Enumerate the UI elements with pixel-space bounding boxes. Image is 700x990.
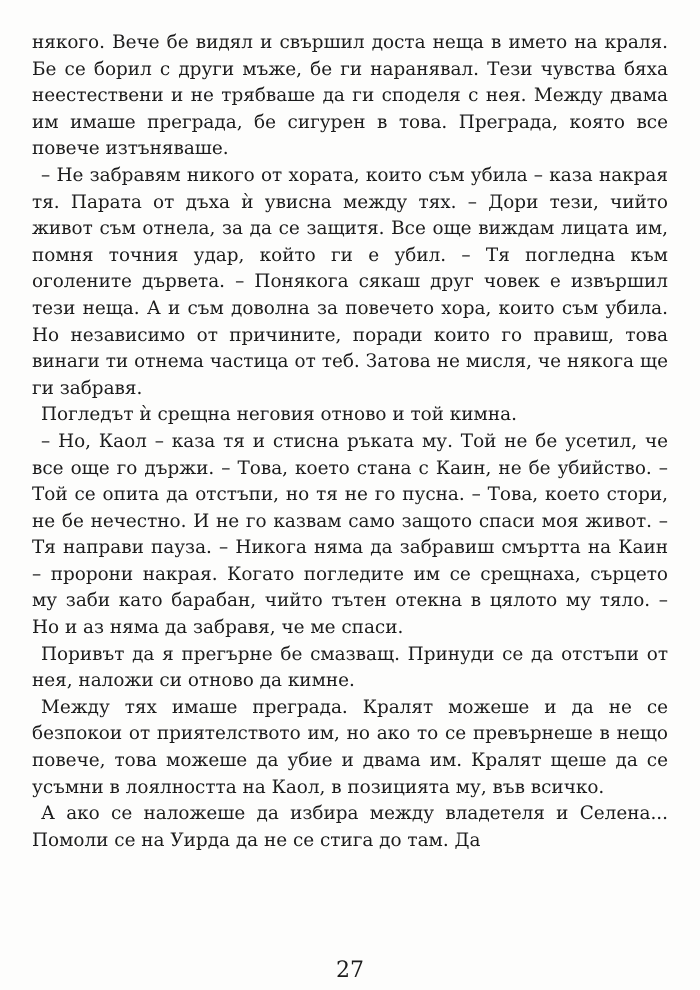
paragraph: Поривът да я прегърне бе смазващ. Принуди се да отстъпи от нея, наложи си отново да кимне. [32, 643, 668, 692]
paragraph: някого. Вече бе видял и свършил доста неща в името на краля. Бе се борил с други мъже, бе ги наранявал. Тези чувства бяха неестествени и не трябваше да ги споделя с нея. Между двама им имаше преграда, бе сигурен в това. Преграда, която все повече изтъняваше. [32, 32, 668, 160]
paragraph: А ако се наложеше да избира между владетеля и Селена... Помоли се на Уирда да не се стига до там. Да [32, 803, 668, 851]
paragraph: – Не забравям никого от хората, които съм убила – каза накрая тя. Парата от дъха ѝ увисна между тях. – Дори тези, чийто живот съм отнела, за да се защитя. Все още виждам лицата им, помня точния удар, който ги е убил. – Тя погледна към оголените дървета. – Понякога сякаш друг човек е извършил тези неща. А и съм доволна за повечето хора, които съм убила. Но независимо от причините, поради които го правиш, това винаги ти отнема частица от теб. Затова не мисля, че някога ще ги забравя. [32, 164, 668, 399]
page-number: 27 [336, 958, 364, 983]
paragraph: Погледът ѝ срещна неговия отново и той кимна. [41, 404, 517, 426]
page-text-body [32, 30, 668, 854]
paragraph: Между тях имаше преграда. Кралят можеше и да не се безпокои от приятелството им, но ако то се превърнеше в нещо повече, това можеше да убие и двама им. Кралят щеше да се усъмни в лоялността на Каол, в позицията му, във всичко. [32, 696, 668, 798]
paragraph: – Но, Каол – каза тя и стисна ръката му. Той не бе усетил, че все още го държи. – Това, което стана с Каин, не бе убийство. – Той се опита да отстъпи, но тя не го пусна. – Това, което стори, не бе нечестно. И не го казвам само защото спаси моя живот. – Тя направи пауза. – Никога няма да забравиш смъртта на Каин – пророни накрая. Когато погледите им се срещнаха, сърцето му заби като барабан, чийто тътен отекна в цялото му тяло. – Но и аз няма да забравя, че ме спаси. [32, 430, 668, 639]
